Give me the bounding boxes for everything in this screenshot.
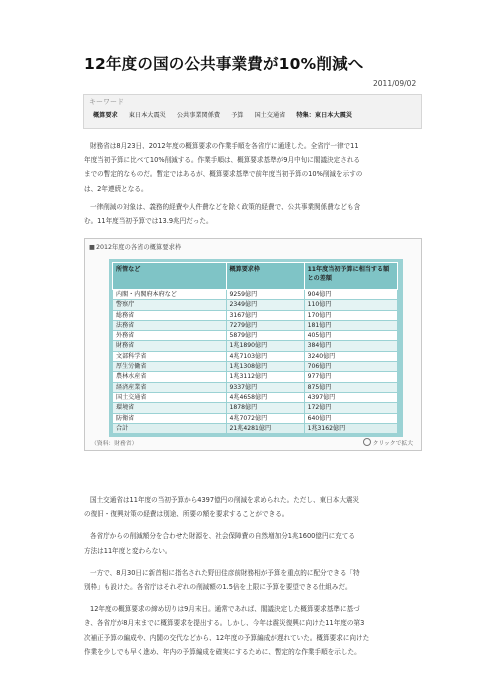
- table-cell: 7279億円: [226, 320, 304, 330]
- article-title: 12年度の国の公共事業費が10%削減へ: [84, 55, 364, 73]
- table-cell: 706億円: [304, 362, 397, 372]
- paragraph-line: は、2年連続となる。: [84, 184, 148, 193]
- table-total-row: [113, 423, 398, 433]
- article-date: 2011/09/02: [373, 79, 417, 88]
- table-cell: 厚生労働省: [113, 362, 227, 372]
- table-cell: 財務省: [113, 341, 227, 351]
- keyword-link[interactable]: 東日本大震災: [128, 112, 166, 119]
- table-cell: 1兆1890億円: [226, 341, 304, 351]
- table-cell: 640億円: [304, 413, 397, 423]
- table-cell: 法務省: [113, 320, 227, 330]
- table-cell: 総務省: [113, 310, 227, 320]
- figure-caption: ■ 2012年度の各省の概算要求枠: [89, 242, 181, 251]
- table-row: [113, 290, 398, 300]
- paragraph-line: 一律削減の対象は、義務的経費や人件費などを除く政策的経費で、公共事業関係費なども含: [90, 202, 361, 211]
- table-cell: 1兆1308億円: [226, 362, 304, 372]
- keyword-link[interactable]: 概算要求: [93, 112, 118, 119]
- keyword-list: [93, 110, 361, 119]
- table-cell: 1878億円: [226, 403, 304, 413]
- table-row: [113, 320, 398, 330]
- keyword-box: [83, 94, 422, 129]
- feature-link[interactable]: 特集：東日本大震災: [296, 112, 353, 119]
- table-cell: 3167億円: [226, 310, 304, 320]
- budget-table-frame: [109, 259, 403, 437]
- table-cell: 384億円: [304, 341, 397, 351]
- table-cell: 3240億円: [304, 351, 397, 361]
- body-text: [84, 493, 421, 659]
- table-cell: 4397億円: [304, 392, 397, 402]
- zoom-link[interactable]: [363, 438, 413, 447]
- table-row: [113, 300, 398, 310]
- table-cell: 1兆3162億円: [304, 423, 397, 433]
- table-row: [113, 372, 398, 382]
- paragraph-line: までの暫定的なものだ。暫定ではあるが、概算要求基準で前年度当初予算の10%削減を示すの: [84, 170, 363, 179]
- paragraph-line: 次補正予算の編成や、内閣の交代などから、12年度の予算編成が遅れていた。概算要求に向けた: [84, 633, 370, 642]
- table-cell: 4兆4658億円: [226, 392, 304, 402]
- paragraph-line: 方法は11年度と変わらない。: [84, 546, 172, 555]
- paragraph-line: 国土交通省は11年度の当初予算から4397億円の削減を求められた。ただし、東日本大震災: [90, 496, 360, 504]
- table-cell: 外務省: [113, 331, 227, 341]
- table-cell: 合計: [113, 423, 227, 433]
- table-cell: 172億円: [304, 403, 397, 413]
- paragraph-line: 作業を少しでも早く進め、年内の予算編成を確実にするために、暫定的な作業手順を示した。: [84, 647, 361, 656]
- paragraph-line: む。11年度当初予算では13.9兆円だった。: [84, 217, 213, 226]
- table-cell: 4兆7072億円: [226, 413, 304, 423]
- figure-source: （資料：財務省）: [91, 441, 138, 447]
- table-cell: 2349億円: [226, 300, 304, 310]
- table-cell: 国土交通省: [113, 392, 227, 402]
- table-cell: 904億円: [304, 290, 397, 300]
- table-row: [113, 331, 398, 341]
- table-cell: 内閣・内閣府本府など: [113, 290, 227, 300]
- table-cell: 170億円: [304, 310, 397, 320]
- table-cell: 181億円: [304, 320, 397, 330]
- table-cell: 環境省: [113, 403, 227, 413]
- table-header-row: [113, 263, 398, 290]
- table-row: [113, 362, 398, 372]
- paragraph-line: き、各省庁が8月末までに概算要求を提出する。しかし、今年は震災復興に向けた11年度の第3: [84, 619, 365, 628]
- paragraph-line: 各省庁からの削減額分を合わせた財源を、社会保障費の自然増加分1兆1600億円に充てる: [90, 532, 355, 541]
- keyword-link[interactable]: 国土交通省: [254, 112, 286, 119]
- table-row: [113, 341, 398, 351]
- table-cell: 21兆4281億円: [226, 423, 304, 433]
- paragraph-line: の復旧・復興対策の経費は別途、所要の額を要求することができる。: [84, 510, 289, 519]
- table-cell: 9337億円: [226, 382, 304, 392]
- paragraph-line: 年度当初予算に比べて10%削減する。作業手順は、概算要求基準が9月中旬に閣議決定される: [84, 156, 361, 165]
- table-cell: 405億円: [304, 331, 397, 341]
- table-row: [113, 310, 398, 320]
- zoom-label: クリックで拡大: [372, 441, 413, 447]
- table-cell: 875億円: [304, 382, 397, 392]
- column-header: 概算要求枠: [226, 263, 304, 290]
- table-cell: 9259億円: [226, 290, 304, 300]
- table-cell: 経済産業省: [113, 382, 227, 392]
- paragraph-line: 財務省は8月23日、2012年度の概算要求の作業手順を各省庁に通達した。全省庁一律で11: [90, 142, 359, 150]
- table-cell: 4兆7103億円: [226, 351, 304, 361]
- paragraph-line: 12年度の概算要求の締め切りは9月末日。通常であれば、閣議決定した概算要求基準に基づ: [90, 605, 360, 614]
- table-row: [113, 413, 398, 423]
- keyword-link[interactable]: 公共事業関係費: [176, 112, 221, 119]
- table-cell: 警察庁: [113, 300, 227, 310]
- table-row: [113, 403, 398, 413]
- table-cell: 防衛省: [113, 413, 227, 423]
- paragraph-line: 別枠」も設けた。各省庁はそれぞれの削減額の1.5倍を上限に予算を要望できる仕組みだ。: [84, 583, 352, 592]
- table-cell: 農林水産省: [113, 372, 227, 382]
- table-row: [113, 351, 398, 361]
- magnifier-icon: [363, 438, 371, 446]
- budget-table: [112, 262, 398, 434]
- paragraph-line: 一方で、8月30日に新首相に指名された野田佳彦前財務相が予算を重点的に配分できる「特: [90, 568, 360, 577]
- table-row: [113, 382, 398, 392]
- column-header: 11年度当初予算に相当する額との差額: [304, 263, 397, 290]
- table-row: [113, 392, 398, 402]
- table-cell: 文部科学省: [113, 351, 227, 361]
- table-cell: 977億円: [304, 372, 397, 382]
- keyword-header: キーワード: [89, 98, 124, 106]
- column-header: 所管など: [113, 263, 227, 290]
- budget-figure[interactable]: [84, 238, 422, 451]
- keyword-link[interactable]: 予算: [231, 112, 244, 119]
- table-cell: 1兆3112億円: [226, 372, 304, 382]
- intro-text: [84, 139, 421, 228]
- table-cell: 5879億円: [226, 331, 304, 341]
- table-cell: 110億円: [304, 300, 397, 310]
